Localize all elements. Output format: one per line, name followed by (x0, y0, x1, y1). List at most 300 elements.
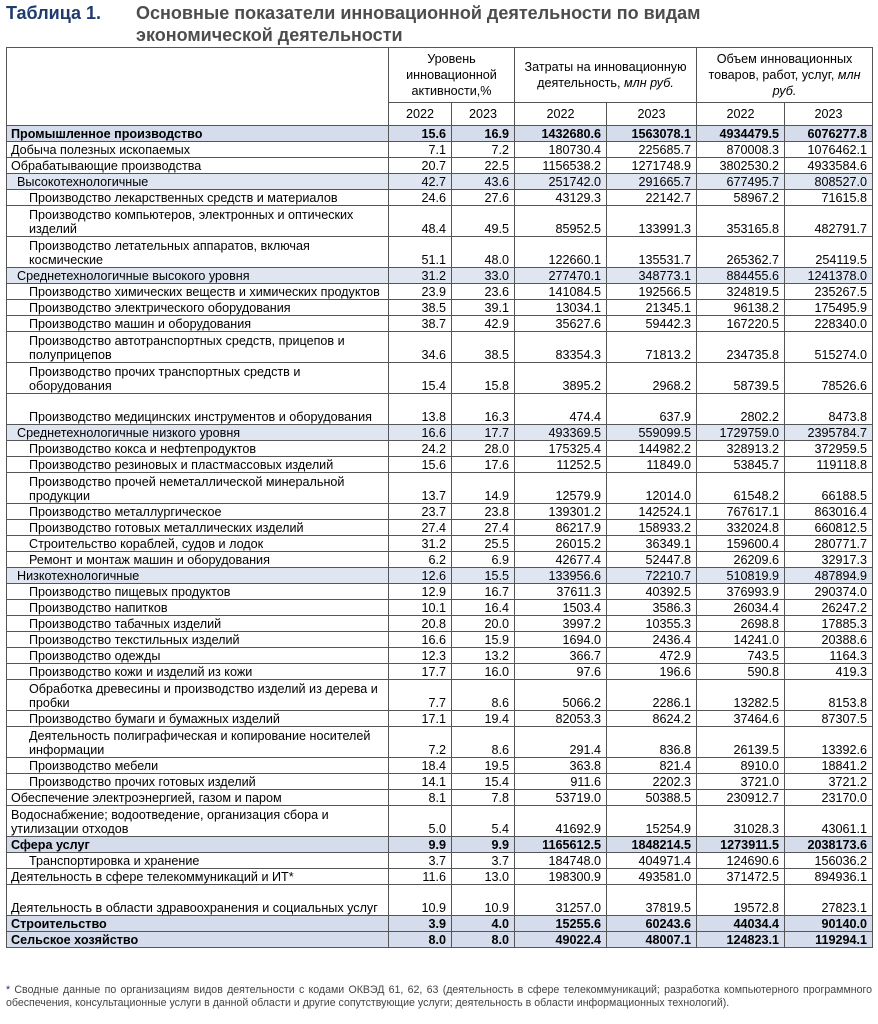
cell-value: 277470.1 (515, 268, 607, 284)
table-row (7, 680, 873, 711)
cell-value: 3721.2 (785, 774, 873, 790)
table-row (7, 727, 873, 758)
row-label: Производство металлургическое (7, 504, 389, 520)
cell-value: 1156538.2 (515, 158, 607, 174)
cell-value: 4.0 (452, 916, 515, 932)
row-label: Сельское хозяйство (7, 932, 389, 948)
cell-value: 15.4 (452, 774, 515, 790)
cell-value: 15.9 (452, 632, 515, 648)
table-row (7, 932, 873, 948)
cell-value: 85952.5 (515, 206, 607, 237)
row-label: Добыча полезных ископаемых (7, 142, 389, 158)
cell-value: 1165612.5 (515, 837, 607, 853)
table-row (7, 332, 873, 363)
table-row (7, 190, 873, 206)
cell-value: 5.4 (452, 806, 515, 837)
footnote (6, 984, 872, 1010)
cell-value: 324819.5 (697, 284, 785, 300)
cell-value: 228340.0 (785, 316, 873, 332)
cell-value: 41692.9 (515, 806, 607, 837)
cell-value: 26139.5 (697, 727, 785, 758)
cell-value: 48.4 (389, 206, 452, 237)
cell-value: 43.6 (452, 174, 515, 190)
cell-value: 1241378.0 (785, 268, 873, 284)
cell-value: 15.8 (452, 363, 515, 394)
cell-value: 4933584.6 (785, 158, 873, 174)
cell-value: 17.1 (389, 711, 452, 727)
cell-value: 13392.6 (785, 727, 873, 758)
cell-value: 254119.5 (785, 237, 873, 268)
cell-value: 49022.4 (515, 932, 607, 948)
cell-value: 83354.3 (515, 332, 607, 363)
cell-value: 8.1 (389, 790, 452, 806)
cell-value: 17.6 (452, 457, 515, 473)
cell-value: 16.3 (452, 394, 515, 425)
cell-value: 12.3 (389, 648, 452, 664)
cell-value: 28.0 (452, 441, 515, 457)
table-row (7, 363, 873, 394)
cell-value: 19.4 (452, 711, 515, 727)
row-label: Сфера услуг (7, 837, 389, 853)
cell-value: 8153.8 (785, 680, 873, 711)
cell-value: 15.5 (452, 568, 515, 584)
table-row (7, 457, 873, 473)
cell-value: 13034.1 (515, 300, 607, 316)
cell-value: 4934479.5 (697, 126, 785, 142)
cell-value: 58967.2 (697, 190, 785, 206)
cell-value: 20.7 (389, 158, 452, 174)
cell-value: 348773.1 (607, 268, 697, 284)
cell-value: 3.7 (452, 853, 515, 869)
cell-value: 677495.7 (697, 174, 785, 190)
table-row (7, 774, 873, 790)
row-label: Ремонт и монтаж машин и оборудования (7, 552, 389, 568)
cell-value: 9.9 (389, 837, 452, 853)
table-row (7, 616, 873, 632)
cell-value: 376993.9 (697, 584, 785, 600)
table-row (7, 711, 873, 727)
cell-value: 27823.1 (785, 885, 873, 916)
header-costs: Затраты на инновационную деятельность, млн руб. (515, 48, 697, 103)
cell-value: 2802.2 (697, 394, 785, 425)
cell-value: 372959.5 (785, 441, 873, 457)
cell-value: 10.9 (389, 885, 452, 916)
cell-value: 836.8 (607, 727, 697, 758)
row-label: Обеспечение электроэнергией, газом и паром (7, 790, 389, 806)
header-activity-level: Уровень инновационной активности,% (389, 48, 515, 103)
cell-value: 14.9 (452, 473, 515, 504)
cell-value: 8624.2 (607, 711, 697, 727)
cell-value: 660812.5 (785, 520, 873, 536)
table-row (7, 425, 873, 441)
row-label: Производство компьютеров, электронных и оптических изделий (7, 206, 389, 237)
cell-value: 87307.5 (785, 711, 873, 727)
cell-value: 37611.3 (515, 584, 607, 600)
table-row (7, 869, 873, 885)
table-number: Таблица 1. (6, 3, 102, 23)
cell-value: 53845.7 (697, 457, 785, 473)
row-label: Строительство (7, 916, 389, 932)
cell-value: 371472.5 (697, 869, 785, 885)
cell-value: 290374.0 (785, 584, 873, 600)
cell-value: 2038173.6 (785, 837, 873, 853)
cell-value: 1271748.9 (607, 158, 697, 174)
header-volume: Объем инновационных товаров, работ, услуг, млн руб. (697, 48, 873, 103)
cell-value: 22.5 (452, 158, 515, 174)
cell-value: 7.2 (452, 142, 515, 158)
cell-value: 31.2 (389, 536, 452, 552)
cell-value: 767617.1 (697, 504, 785, 520)
table-row (7, 632, 873, 648)
cell-value: 7.8 (452, 790, 515, 806)
cell-value: 23.6 (452, 284, 515, 300)
cell-value: 6.9 (452, 552, 515, 568)
cell-value: 482791.7 (785, 206, 873, 237)
cell-value: 10.1 (389, 600, 452, 616)
cell-value: 10355.3 (607, 616, 697, 632)
cell-value: 31028.3 (697, 806, 785, 837)
row-label: Производство текстильных изделий (7, 632, 389, 648)
row-label: Транспортировка и хранение (7, 853, 389, 869)
title-line-2: экономической деятельности (136, 25, 403, 45)
cell-value: 32917.3 (785, 552, 873, 568)
cell-value: 12014.0 (607, 473, 697, 504)
cell-value: 48.0 (452, 237, 515, 268)
cell-value: 61548.2 (697, 473, 785, 504)
cell-value: 13.8 (389, 394, 452, 425)
cell-value: 487894.9 (785, 568, 873, 584)
row-label: Деятельность в области здравоохранения и социальных услуг (7, 885, 389, 916)
cell-value: 135531.7 (607, 237, 697, 268)
cell-value: 17.7 (452, 425, 515, 441)
row-label: Производство резиновых и пластмассовых изделий (7, 457, 389, 473)
cell-value: 743.5 (697, 648, 785, 664)
cell-value: 280771.7 (785, 536, 873, 552)
cell-value: 3802530.2 (697, 158, 785, 174)
cell-value: 493581.0 (607, 869, 697, 885)
cell-value: 36349.1 (607, 536, 697, 552)
cell-value: 13.2 (452, 648, 515, 664)
cell-value: 8.0 (452, 932, 515, 948)
cell-value: 5066.2 (515, 680, 607, 711)
cell-value: 17885.3 (785, 616, 873, 632)
header-blank (7, 48, 389, 126)
row-label: Производство кожи и изделий из кожи (7, 664, 389, 680)
cell-value: 96138.2 (697, 300, 785, 316)
cell-value: 12579.9 (515, 473, 607, 504)
cell-value: 58739.5 (697, 363, 785, 394)
table-row (7, 758, 873, 774)
cell-value: 265362.7 (697, 237, 785, 268)
cell-value: 15.6 (389, 126, 452, 142)
year-header: 2023 (607, 103, 697, 126)
cell-value: 7.7 (389, 680, 452, 711)
table-row (7, 300, 873, 316)
cell-value: 175495.9 (785, 300, 873, 316)
row-label: Производство автотранспортных средств, прицепов и полуприцепов (7, 332, 389, 363)
cell-value: 90140.0 (785, 916, 873, 932)
table-row (7, 237, 873, 268)
cell-value: 53719.0 (515, 790, 607, 806)
table-row (7, 664, 873, 680)
cell-value: 230912.7 (697, 790, 785, 806)
cell-value: 43129.3 (515, 190, 607, 206)
cell-value: 291.4 (515, 727, 607, 758)
cell-value: 493369.5 (515, 425, 607, 441)
row-label: Производство электрического оборудования (7, 300, 389, 316)
footnote-star: * (6, 984, 11, 996)
cell-value: 15.4 (389, 363, 452, 394)
cell-value: 18841.2 (785, 758, 873, 774)
table-row (7, 600, 873, 616)
row-label: Среднетехнологичные низкого уровня (7, 425, 389, 441)
cell-value: 48007.1 (607, 932, 697, 948)
table-row (7, 504, 873, 520)
cell-value: 16.9 (452, 126, 515, 142)
cell-value: 590.8 (697, 664, 785, 680)
cell-value: 9.9 (452, 837, 515, 853)
cell-value: 97.6 (515, 664, 607, 680)
cell-value: 42677.4 (515, 552, 607, 568)
cell-value: 2286.1 (607, 680, 697, 711)
table-row (7, 441, 873, 457)
cell-value: 20.0 (452, 616, 515, 632)
cell-value: 37819.5 (607, 885, 697, 916)
cell-value: 144982.2 (607, 441, 697, 457)
cell-value: 2436.4 (607, 632, 697, 648)
cell-value: 27.6 (452, 190, 515, 206)
cell-value: 808527.0 (785, 174, 873, 190)
cell-value: 8.6 (452, 680, 515, 711)
cell-value: 2698.8 (697, 616, 785, 632)
cell-value: 419.3 (785, 664, 873, 680)
cell-value: 72210.7 (607, 568, 697, 584)
cell-value: 16.7 (452, 584, 515, 600)
title-line-1: Основные показатели инновационной деятельности по видам (136, 3, 701, 23)
year-header: 2022 (389, 103, 452, 126)
cell-value: 11849.0 (607, 457, 697, 473)
row-label: Строительство кораблей, судов и лодок (7, 536, 389, 552)
cell-value: 15255.6 (515, 916, 607, 932)
cell-value: 12.9 (389, 584, 452, 600)
table-row (7, 268, 873, 284)
cell-value: 8473.8 (785, 394, 873, 425)
cell-value: 196.6 (607, 664, 697, 680)
cell-value: 1503.4 (515, 600, 607, 616)
cell-value: 234735.8 (697, 332, 785, 363)
table-row (7, 552, 873, 568)
cell-value: 22142.7 (607, 190, 697, 206)
cell-value: 66188.5 (785, 473, 873, 504)
table-row (7, 126, 873, 142)
table-row (7, 394, 873, 425)
cell-value: 11.6 (389, 869, 452, 885)
cell-value: 7.1 (389, 142, 452, 158)
row-label: Промышленное производство (7, 126, 389, 142)
table-row (7, 206, 873, 237)
year-header: 2022 (515, 103, 607, 126)
cell-value: 1848214.5 (607, 837, 697, 853)
row-label: Среднетехнологичные высокого уровня (7, 268, 389, 284)
cell-value: 12.6 (389, 568, 452, 584)
table-row (7, 174, 873, 190)
cell-value: 15.6 (389, 457, 452, 473)
row-label: Производство пищевых продуктов (7, 584, 389, 600)
cell-value: 870008.3 (697, 142, 785, 158)
cell-value: 119294.1 (785, 932, 873, 948)
cell-value: 1273911.5 (697, 837, 785, 853)
cell-value: 175325.4 (515, 441, 607, 457)
cell-value: 59442.3 (607, 316, 697, 332)
table-row (7, 837, 873, 853)
row-label: Производство табачных изделий (7, 616, 389, 632)
row-label: Высокотехнологичные (7, 174, 389, 190)
cell-value: 353165.8 (697, 206, 785, 237)
cell-value: 16.6 (389, 632, 452, 648)
table-row (7, 584, 873, 600)
table-row (7, 853, 873, 869)
row-label: Производство готовых металлических изделий (7, 520, 389, 536)
cell-value: 6076277.8 (785, 126, 873, 142)
cell-value: 3.9 (389, 916, 452, 932)
year-header: 2022 (697, 103, 785, 126)
cell-value: 894936.1 (785, 869, 873, 885)
cell-value: 27.4 (389, 520, 452, 536)
cell-value: 35627.6 (515, 316, 607, 332)
cell-value: 225685.7 (607, 142, 697, 158)
cell-value: 821.4 (607, 758, 697, 774)
cell-value: 38.7 (389, 316, 452, 332)
row-label: Производство медицинских инструментов и оборудования (7, 394, 389, 425)
cell-value: 472.9 (607, 648, 697, 664)
cell-value: 8.0 (389, 932, 452, 948)
cell-value: 184748.0 (515, 853, 607, 869)
cell-value: 291665.7 (607, 174, 697, 190)
cell-value: 31257.0 (515, 885, 607, 916)
cell-value: 86217.9 (515, 520, 607, 536)
cell-value: 159600.4 (697, 536, 785, 552)
row-label: Обработка древесины и производство изделий из дерева и пробки (7, 680, 389, 711)
table-row (7, 284, 873, 300)
cell-value: 42.9 (452, 316, 515, 332)
row-label: Производство бумаги и бумажных изделий (7, 711, 389, 727)
row-label: Производство машин и оборудования (7, 316, 389, 332)
cell-value: 37464.6 (697, 711, 785, 727)
cell-value: 24.2 (389, 441, 452, 457)
cell-value: 2968.2 (607, 363, 697, 394)
table-body (7, 126, 873, 948)
cell-value: 142524.1 (607, 504, 697, 520)
cell-value: 180730.4 (515, 142, 607, 158)
row-label: Обрабатывающие производства (7, 158, 389, 174)
cell-value: 25.5 (452, 536, 515, 552)
cell-value: 20388.6 (785, 632, 873, 648)
row-label: Производство напитков (7, 600, 389, 616)
cell-value: 13282.5 (697, 680, 785, 711)
row-label: Производство прочих готовых изделий (7, 774, 389, 790)
cell-value: 16.4 (452, 600, 515, 616)
cell-value: 6.2 (389, 552, 452, 568)
table-row (7, 520, 873, 536)
cell-value: 363.8 (515, 758, 607, 774)
cell-value: 52447.8 (607, 552, 697, 568)
cell-value: 124690.6 (697, 853, 785, 869)
cell-value: 911.6 (515, 774, 607, 790)
year-header: 2023 (452, 103, 515, 126)
cell-value: 133991.3 (607, 206, 697, 237)
row-label: Производство кокса и нефтепродуктов (7, 441, 389, 457)
cell-value: 19572.8 (697, 885, 785, 916)
cell-value: 124823.1 (697, 932, 785, 948)
cell-value: 23.8 (452, 504, 515, 520)
cell-value: 251742.0 (515, 174, 607, 190)
row-label: Производство лекарственных средств и материалов (7, 190, 389, 206)
cell-value: 27.4 (452, 520, 515, 536)
cell-value: 20.8 (389, 616, 452, 632)
cell-value: 78526.6 (785, 363, 873, 394)
cell-value: 13.0 (452, 869, 515, 885)
cell-value: 192566.5 (607, 284, 697, 300)
cell-value: 3.7 (389, 853, 452, 869)
cell-value: 38.5 (389, 300, 452, 316)
cell-value: 515274.0 (785, 332, 873, 363)
cell-value: 1563078.1 (607, 126, 697, 142)
cell-value: 31.2 (389, 268, 452, 284)
cell-value: 637.9 (607, 394, 697, 425)
cell-value: 15254.9 (607, 806, 697, 837)
table-row (7, 916, 873, 932)
cell-value: 23170.0 (785, 790, 873, 806)
cell-value: 33.0 (452, 268, 515, 284)
table-row (7, 790, 873, 806)
row-label: Деятельность полиграфическая и копирование носителей информации (7, 727, 389, 758)
row-label: Производство химических веществ и химических продуктов (7, 284, 389, 300)
cell-value: 60243.6 (607, 916, 697, 932)
cell-value: 559099.5 (607, 425, 697, 441)
table-row (7, 473, 873, 504)
footnote-text: Сводные данные по организациям видов деятельности с кодами ОКВЭД 61, 62, 63 (деятельность в сфере телекоммуникаций; разработка компьютерного программного обеспечения, консультационные услуги в данной области и другие сопутствующие услуги; деятельность в области информационных технологий). (6, 984, 873, 1009)
cell-value: 3895.2 (515, 363, 607, 394)
table-title (6, 2, 872, 46)
cell-value: 26247.2 (785, 600, 873, 616)
cell-value: 39.1 (452, 300, 515, 316)
cell-value: 14.1 (389, 774, 452, 790)
cell-value: 3997.2 (515, 616, 607, 632)
cell-value: 11252.5 (515, 457, 607, 473)
cell-value: 26034.4 (697, 600, 785, 616)
cell-value: 14241.0 (697, 632, 785, 648)
cell-value: 404971.4 (607, 853, 697, 869)
cell-value: 328913.2 (697, 441, 785, 457)
cell-value: 1432680.6 (515, 126, 607, 142)
cell-value: 1694.0 (515, 632, 607, 648)
cell-value: 13.7 (389, 473, 452, 504)
cell-value: 1164.3 (785, 648, 873, 664)
cell-value: 167220.5 (697, 316, 785, 332)
row-label: Водоснабжение; водоотведение, организация сбора и утилизации отходов (7, 806, 389, 837)
row-label: Низкотехнологичные (7, 568, 389, 584)
cell-value: 38.5 (452, 332, 515, 363)
cell-value: 2395784.7 (785, 425, 873, 441)
cell-value: 18.4 (389, 758, 452, 774)
cell-value: 7.2 (389, 727, 452, 758)
year-header: 2023 (785, 103, 873, 126)
cell-value: 34.6 (389, 332, 452, 363)
table-row (7, 536, 873, 552)
table-row (7, 885, 873, 916)
cell-value: 510819.9 (697, 568, 785, 584)
cell-value: 133956.6 (515, 568, 607, 584)
